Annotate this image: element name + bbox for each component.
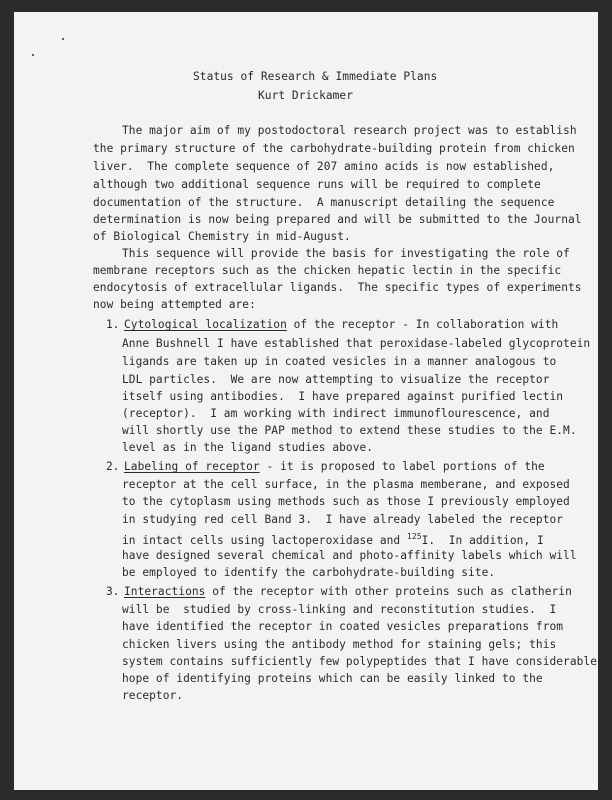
list-item-line: (receptor). I am working with indirect immunoflourescence, and	[122, 407, 550, 420]
list-item-first-line	[124, 318, 558, 331]
list-item-line: will shortly use the PAP method to extend these studies to the E.M.	[122, 424, 577, 437]
list-item-line: system contains sufficiently few polypeptides that I have considerable	[122, 655, 597, 668]
body-line: the primary structure of the carbohydrate-building protein from chicken	[93, 142, 575, 155]
list-item-line: chicken livers using the antibody method for staining gels; this	[122, 638, 557, 651]
body-line: liver. The complete sequence of 207 amino acids is now established,	[93, 160, 555, 173]
body-line: determination is now being prepared and will be submitted to the Journal	[93, 213, 582, 226]
list-item-text: of the receptor - In collaboration with	[286, 318, 559, 331]
list-item-line: receptor.	[122, 689, 184, 702]
list-item-heading: Labeling of receptor	[124, 460, 260, 473]
list-item-text: in intact cells using lactoperoxidase and	[122, 534, 407, 547]
body-line: endocytosis of extracellular ligands. The specific types of experiments	[93, 281, 582, 294]
list-item-line: LDL particles. We are now attempting to visualize the receptor	[122, 373, 550, 386]
author-name: Kurt Drickamer	[258, 89, 353, 102]
body-line: documentation of the structure. A manuscript detailing the sequence	[93, 196, 555, 209]
body-line: although two additional sequence runs will be required to complete	[93, 178, 541, 191]
list-item-heading: Interactions	[124, 585, 206, 598]
list-item-line: Anne Bushnell I have established that peroxidase-labeled glycoprotein	[122, 337, 591, 350]
list-item-line: have designed several chemical and photo-affinity labels which will	[122, 549, 577, 562]
body-line: The major aim of my postodoctoral research project was to establish	[122, 124, 577, 137]
body-line: This sequence will provide the basis for investigating the role of	[122, 247, 570, 260]
body-line: of Biological Chemistry in mid-August.	[93, 230, 351, 243]
list-item-line: to the cytoplasm using methods such as those I previously employed	[122, 495, 570, 508]
list-item-line: ligands are taken up in coated vesicles in a manner analogous to	[122, 355, 557, 368]
document-title: Status of Research & Immediate Plans	[193, 70, 438, 83]
isotope-superscript: 125	[407, 532, 422, 541]
body-line: membrane receptors such as the chicken hepatic lectin in the specific	[93, 264, 562, 277]
list-item-heading: Cytological localization	[124, 318, 287, 331]
list-item-line: will be studied by cross-linking and reconstitution studies. I	[122, 603, 557, 616]
list-item-text: I. In addition, I	[421, 534, 544, 547]
list-item-number: 3.	[106, 585, 120, 598]
body-line: now being attempted are:	[93, 298, 256, 311]
list-item-line: receptor at the cell surface, in the plasma memberane, and exposed	[122, 478, 570, 491]
list-item-text: of the receptor with other proteins such as clatherin	[205, 585, 572, 598]
list-item-line: have identified the receptor in coated vesicles preparations from	[122, 620, 564, 633]
list-item-line: level as in the ligand studies above.	[122, 441, 374, 454]
ink-speck	[62, 38, 64, 40]
list-item-line	[122, 532, 544, 547]
list-item-first-line	[124, 585, 572, 598]
list-item-line: be employed to identify the carbohydrate-building site.	[122, 566, 496, 579]
list-item-line: hope of identifying proteins which can be easily linked to the	[122, 672, 543, 685]
list-item-line: itself using antibodies. I have prepared against purified lectin	[122, 390, 564, 403]
list-item-first-line	[124, 460, 545, 473]
ink-speck	[32, 54, 34, 56]
list-item-line: in studying red cell Band 3. I have already labeled the receptor	[122, 513, 564, 526]
list-item-number: 1.	[106, 318, 120, 331]
list-item-text: - it is proposed to label portions of the	[259, 460, 545, 473]
list-item-number: 2.	[106, 460, 120, 473]
